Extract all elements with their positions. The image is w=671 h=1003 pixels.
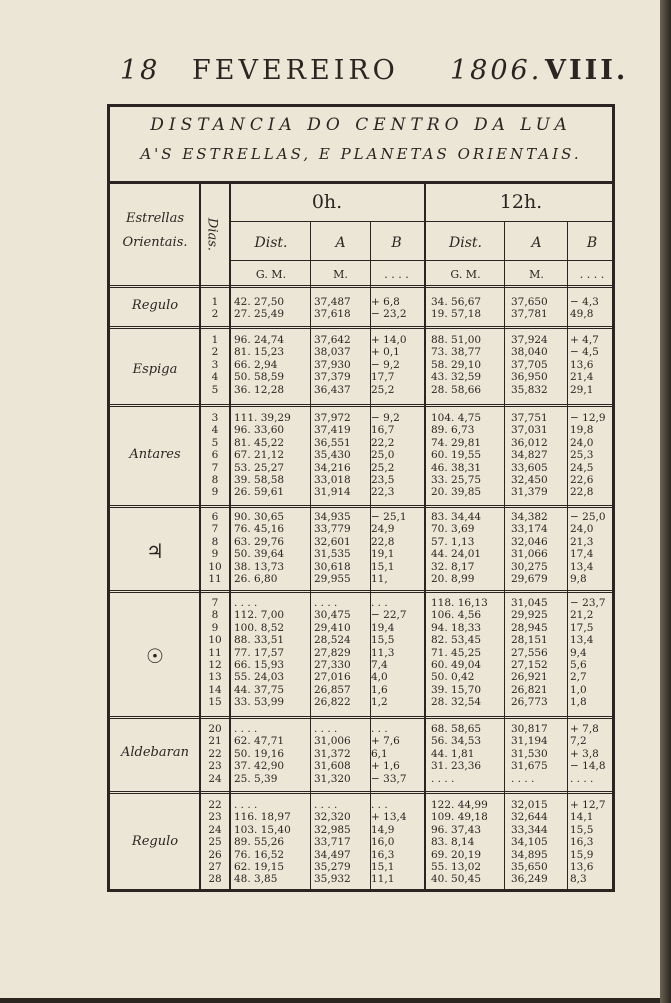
unit-b0h: . . . . <box>384 268 409 281</box>
b-12h-header: B <box>586 235 598 251</box>
rule <box>230 221 612 222</box>
rule <box>110 505 612 508</box>
day-column: 20 21 22 23 24 <box>208 723 222 785</box>
rule <box>110 716 612 719</box>
dist-12h-column: 34. 56,67 19. 57,18 <box>431 296 482 321</box>
rule <box>504 221 505 889</box>
a-12h-column: 31,045 29,925 28,945 28,151 27,556 27,152 26,921 26,821 26,773 <box>511 597 548 709</box>
rule <box>110 590 612 593</box>
b-0h-column: − 9,2 16,7 22,2 25,0 25,2 23,5 22,3 <box>371 412 400 499</box>
dist-12h-column: 83. 34,44 70. 3,69 57. 1,13 44. 24,01 32. 8,17 20. 8,99 <box>431 511 482 586</box>
b-0h-column: − 25,1 24,9 22,8 19,1 15,1 11, <box>371 511 407 586</box>
unit-m-a12h: M. <box>529 268 544 281</box>
day-column: 22 23 24 25 26 27 28 <box>208 799 222 886</box>
dist-12h-header: Dist. <box>449 235 482 251</box>
b-0h-column: . . . + 13,4 14,9 16,0 16,3 15,1 11,1 <box>371 799 407 886</box>
a-12h-column: 34,382 33,174 32,046 31,066 30,275 29,679 <box>511 511 548 586</box>
b-0h-column: . . . − 22,7 19,4 15,5 11,3 7,4 4,0 1,6 1,2 <box>371 597 407 709</box>
dist-12h-column: 104. 4,75 89. 6,73 74. 29,81 60. 19,55 46. 38,31 33. 25,75 20. 39,85 <box>431 412 482 499</box>
star-name: Regulo <box>131 834 179 849</box>
b-0h-header: B <box>391 235 402 251</box>
rule <box>110 285 612 288</box>
a-0h-column: . . . . 30,475 29,410 28,524 27,829 27,330 27,016 26,857 26,822 <box>314 597 351 709</box>
sun-symbol: ☉ <box>146 644 164 668</box>
dist-12h-column: 122. 44,99 109. 49,18 96. 37,43 83. 8,14 69. 20,19 55. 13,02 40. 50,45 <box>431 799 488 886</box>
b-12h-column: − 4,3 49,8 <box>570 296 599 321</box>
dist-0h-column: 96. 24,74 81. 15,23 66. 2,94 50. 58,59 36. 12,28 <box>234 334 285 396</box>
a-0h-header: A <box>335 235 346 251</box>
b-0h-column: + 6,8 − 23,2 <box>371 296 407 321</box>
table-title-line1: DISTANCIA DO CENTRO DA LUA <box>150 115 572 135</box>
a-0h-column: 37,972 37,419 36,551 35,430 34,216 33,018 31,914 <box>314 412 351 499</box>
day-column: 1 2 <box>211 296 219 321</box>
rule <box>230 260 612 261</box>
unit-gm-0h: G. M. <box>255 268 287 281</box>
a-0h-column: 37,642 38,037 37,930 37,379 36,437 <box>314 334 351 396</box>
rule <box>110 791 612 794</box>
a-0h-column: 37,487 37,618 <box>314 296 351 321</box>
time-0h-header: 0h. <box>311 191 343 213</box>
dist-0h-column: . . . . 116. 18,97 103. 15,40 89. 55,26 76. 16,52 62. 19,15 48. 3,85 <box>234 799 291 886</box>
jupiter-symbol: ♃ <box>146 539 164 563</box>
dist-12h-column: 118. 16,13 106. 4,56 94. 18,33 82. 53,45 71. 45,25 60. 49,04 50. 0,42 39. 15,70 28. 32,54 <box>431 597 488 709</box>
distance-table <box>107 104 615 892</box>
b-0h-column: + 14,0 + 0,1 − 9,2 17,7 25,2 <box>371 334 407 396</box>
b-12h-column: − 25,0 24,0 21,3 17,4 13,4 9,8 <box>570 511 606 586</box>
day-column: 3 4 5 6 7 8 9 <box>211 412 219 499</box>
unit-gm-12h: G. M. <box>450 268 481 281</box>
rule <box>110 326 612 329</box>
section-number: VIII. <box>545 55 629 86</box>
page-edge <box>660 0 671 1003</box>
dist-0h-column: . . . . 62. 47,71 50. 19,16 37. 42,90 25. 5,39 <box>234 723 285 785</box>
dist-0h-column: 90. 30,65 76. 45,16 63. 29,76 50. 39,64 38. 13,73 26. 6,80 <box>234 511 285 586</box>
dist-0h-column: 42. 27,50 27. 25,49 <box>234 296 285 321</box>
table-title-line2: A'S ESTRELLAS, E PLANETAS ORIENTAIS. <box>140 145 582 163</box>
unit-b12h: . . . . <box>579 268 605 281</box>
day-column: 1 2 3 4 5 <box>211 334 219 396</box>
a-12h-column: 37,924 38,040 37,705 36,950 35,832 <box>511 334 548 396</box>
star-name: Aldebaran <box>121 745 189 760</box>
dist-0h-column: 111. 39,29 96. 33,60 81. 45,22 67. 21,12 53. 25,27 39. 58,58 26. 59,61 <box>234 412 291 499</box>
a-12h-column: 30,817 31,194 31,530 31,675 . . . . <box>511 723 548 785</box>
unit-m-a0h: M. <box>333 268 348 281</box>
a-12h-column: 37,650 37,781 <box>511 296 548 321</box>
a-0h-column: 34,935 33,779 32,601 31,535 30,618 29,955 <box>314 511 351 586</box>
table-title <box>110 107 612 184</box>
year: 1806. <box>450 55 543 86</box>
time-12h-header: 12h. <box>499 191 543 213</box>
b-12h-column: + 7,8 7,2 + 3,8 − 14,8 . . . . <box>570 723 606 785</box>
days-column-header: Dias. <box>204 217 220 252</box>
page-number: 18 <box>120 55 161 86</box>
day-column: 7 8 9 10 11 12 13 14 15 <box>208 597 222 709</box>
star-name: Espiga <box>132 362 178 377</box>
day-column: 6 7 8 9 10 11 <box>208 511 222 586</box>
rule <box>110 404 612 407</box>
a-12h-header: A <box>531 235 542 251</box>
dist-12h-column: 88. 51,00 73. 38,77 58. 29,10 43. 32,59 28. 58,66 <box>431 334 482 396</box>
b-12h-column: + 4,7 − 4,5 13,6 21,4 29,1 <box>570 334 599 396</box>
a-0h-column: . . . . 31,006 31,372 31,608 31,320 <box>314 723 351 785</box>
b-12h-column: − 23,7 21,2 17,5 13,4 9,4 5,6 2,7 1,0 1,8 <box>570 597 606 709</box>
b-12h-column: − 12,9 19,8 24,0 25,3 24,5 22,6 22,8 <box>570 412 606 499</box>
rule <box>310 221 311 889</box>
dist-0h-header: Dist. <box>254 235 288 251</box>
dist-12h-column: 68. 58,65 56. 34,53 44. 1,81 31. 23,36 . . . . <box>431 723 482 785</box>
page-header <box>120 55 629 95</box>
star-name: Regulo <box>131 298 179 313</box>
month-title: FEVEREIRO <box>192 55 399 86</box>
stars-column-header: Estrellas Orientais. <box>122 211 188 250</box>
a-12h-column: 37,751 37,031 36,012 34,827 33,605 32,450 31,379 <box>511 412 548 499</box>
b-0h-column: . . . + 7,6 6,1 + 1,6 − 33,7 <box>371 723 407 785</box>
b-12h-column: + 12,7 14,1 15,5 16,3 15,9 13,6 8,3 <box>570 799 606 886</box>
a-0h-column: . . . . 32,320 32,985 33,717 34,497 35,279 35,932 <box>314 799 351 886</box>
star-name: Antares <box>129 447 181 462</box>
dist-0h-column: . . . . 112. 7,00 100. 8,52 88. 33,51 77. 17,57 66. 15,93 55. 24,03 44. 37,75 33. 53,99 <box>234 597 285 709</box>
a-12h-column: 32,015 32,644 33,344 34,105 34,895 35,650 36,249 <box>511 799 548 886</box>
